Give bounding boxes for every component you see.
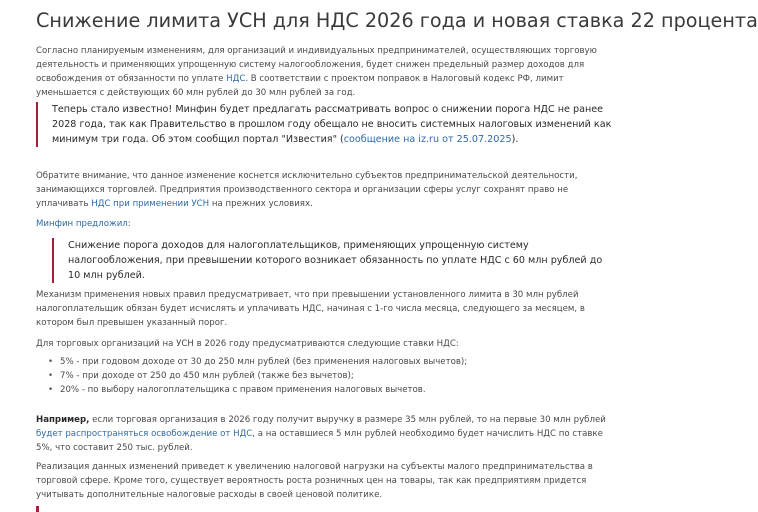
list-item: • 5% - при годовом доходе от 30 до 250 млн рублей (без применения налоговых вычетов);	[48, 355, 467, 369]
rates-list	[48, 355, 467, 397]
mechanism-paragraph: Механизм применения новых правил предусматривает, что при превышении установленного лимита в 30 млн рублей налогоплательщик обязан будет исчислять и уплачивать НДС, начиная с 1-го числа месяца, следующего за месяцем, в котором был превышен указанный порог.	[36, 290, 585, 328]
minfin-line: Минфин предложил:	[36, 219, 131, 229]
minfin-quote: Снижение порога доходов для налогоплательщиков, применяющих упрощенную систему налогообложения, при превышении которого возникает обязанность по уплате НДС с 60 млн рублей до 10 млн рублей.	[52, 238, 614, 283]
example-paragraph: Например, если торговая организация в 2026 году получит выручку в размере 35 млн рублей, то на первые 30 млн рублей будет распространяться освобождение от НДС, а на оставшиеся 5 млн рублей необходимо будет начислить НДС по ставке 5%, что составит 250 тыс. рублей.	[36, 415, 606, 453]
minfin-link[interactable]: Минфин предложил	[36, 219, 128, 229]
notice-paragraph: Обратите внимание, что данное изменение коснется исключительно субъектов предпринимательской деятельности, занимающихся торговлей. Предприятия производственного сектора и организации сферы услуг сохранят право не уплачивать НДС при применении УСН на прежних условиях.	[36, 171, 578, 209]
conclusion-paragraph: Реализация данных изменений приведет к увеличению налоговой нагрузки на субъекты малого предпринимательства в торговой сфере. Кроме того, существует вероятность роста розничных цен на товары, так как предприятиям придется учитывать дополнительные налоговые расходы в своей ценовой политике.	[36, 462, 593, 500]
intro-paragraph: Согласно планируемым изменениям, для организаций и индивидуальных предпринимателей, осуществляющих торговую деятельность и применяющих упрощенную систему налогообложения, будет снижен предельный размер доходов для освобождения от обязанности по уплате НДС. В соответствии с проектом поправок в Налоговый кодекс РФ, лимит уменьшается с действующих 60 млн рублей до 30 млн рублей за год.	[36, 46, 597, 98]
rates-intro: Для торговых организаций на УСН в 2026 году предусматриваются следующие ставки НДС:	[36, 339, 459, 349]
exemption-link[interactable]: будет распространяться освобождение от НДС	[36, 429, 253, 439]
list-item: • 7% - при доходе от 250 до 450 млн рублей (также без вычетов);	[48, 369, 467, 383]
next-quote-border	[36, 506, 39, 512]
nds-usn-link[interactable]: НДС при применении УСН	[91, 199, 210, 209]
article-title: Снижение лимита УСН для НДС 2026 года и новая ставка 22 процента	[36, 9, 758, 32]
list-item: • 20% - по выбору налогоплательщика с правом применения налоговых вычетов.	[48, 383, 467, 397]
nds-link[interactable]: НДС	[226, 74, 246, 84]
iz-ru-link[interactable]: сообщение на iz.ru от 25.07.2025	[343, 134, 512, 145]
update-quote: Теперь стало известно! Минфин будет предлагать рассматривать вопрос о снижении порога НДС не ранее 2028 года, так как Правительство в прошлом году обещало не вносить системных налоговых изменений как минимум три года. Об этом сообщил портал "Известия" (сообщение на iz.ru от 25.07.2025).	[36, 102, 614, 147]
